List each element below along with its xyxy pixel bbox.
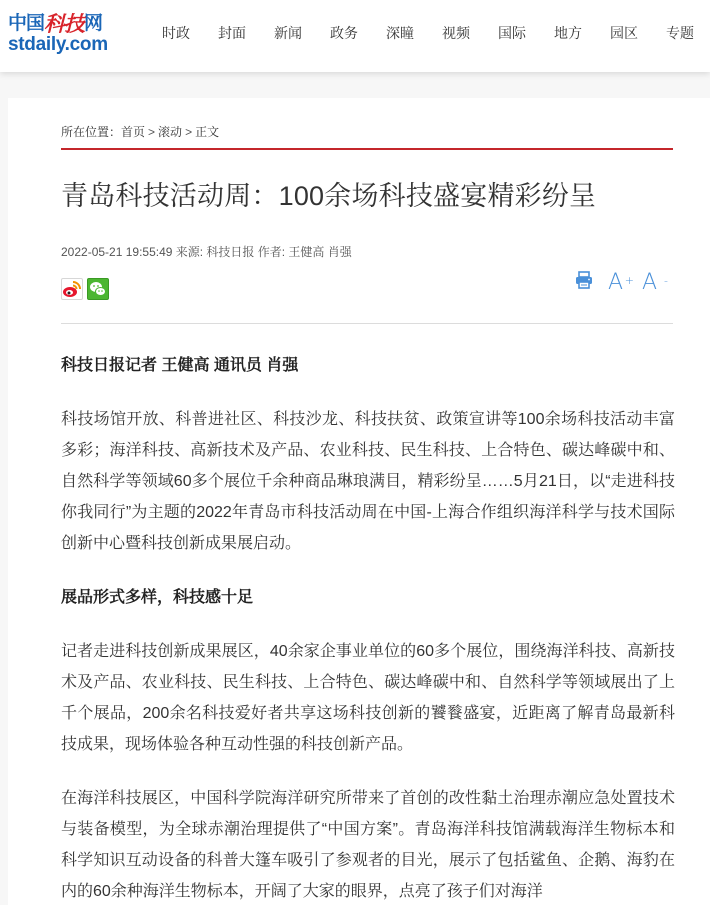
main-nav [162, 22, 710, 44]
site-logo[interactable] [8, 12, 128, 60]
breadcrumb [61, 124, 219, 140]
logo-cn-calligraphy: 科技 [44, 11, 85, 36]
article-card [8, 98, 710, 905]
font-decrease-label: A [642, 269, 658, 295]
breadcrumb-separator: > [185, 125, 193, 139]
site-header [0, 0, 710, 72]
article-tools [574, 269, 668, 295]
breadcrumb-label: 所在位置： [61, 125, 122, 139]
nav-item-xinwen[interactable]: 新闻 [274, 25, 302, 41]
nav-item-guoji[interactable]: 国际 [498, 25, 526, 41]
wechat-icon[interactable] [87, 278, 109, 300]
breadcrumb-separator: > [148, 125, 156, 139]
breadcrumb-home[interactable]: 首页 [121, 125, 146, 139]
article-meta: 2022-05-21 19:55:49 来源: 科技日报 作者: 王健高 肖强 [61, 245, 352, 259]
minus-icon: - [664, 273, 668, 287]
font-increase-button[interactable] [608, 269, 634, 295]
print-icon[interactable] [574, 270, 594, 295]
font-decrease-button[interactable] [642, 269, 668, 295]
nav-item-difang[interactable]: 地方 [554, 25, 582, 41]
nav-item-shizheng[interactable]: 时政 [162, 25, 190, 41]
article-byline: 科技日报记者 王健高 通讯员 肖强 [61, 357, 299, 374]
plus-icon: + [624, 273, 634, 287]
nav-item-yuanqu[interactable]: 园区 [610, 25, 638, 41]
article-paragraph: 记者走进科技创新成果展区，40余家企事业单位的60多个展位，围绕海洋科技、高新技术及产品、农业科技、民生科技、上合特色、碳达峰碳中和、自然科学等领域展出了上千个展品，200余名科技爱好者共享这场科技创新的饕餮盛宴，近距离了解青岛最新科技成果，现场体验各种互动性强的科技创新产品。 [61, 643, 675, 753]
article-title: 青岛科技活动周：100余场科技盛宴精彩纷呈 [61, 181, 597, 211]
meta-divider [61, 323, 673, 324]
font-increase-label: A [608, 269, 624, 295]
nav-item-zhengwu[interactable]: 政务 [330, 25, 358, 41]
article-paragraph: 科技场馆开放、科普进社区、科技沙龙、科技扶贫、政策宣讲等100余场科技活动丰富多彩；海洋科技、高新技术及产品、农业科技、民生科技、上合特色、碳达峰碳中和、自然科学等领域60多个展位千余种商品琳琅满目，精彩纷呈……5月21日，以“走进科技 你我同行”为主题的2022年青岛市科技活动周在中国-上海合作组织海洋科学与技术国际创新中心暨科技创新成果展启动。 [61, 411, 675, 552]
logo-domain: stdaily.com [8, 34, 108, 55]
nav-item-fengmian[interactable]: 封面 [218, 25, 246, 41]
nav-item-shipin[interactable]: 视频 [442, 25, 470, 41]
nav-item-shentong[interactable]: 深瞳 [386, 25, 414, 41]
nav-item-zhuanti[interactable]: 专题 [666, 25, 694, 41]
article-paragraph: 在海洋科技展区，中国科学院海洋研究所带来了首创的改性黏土治理赤潮应急处置技术与装备模型，为全球赤潮治理提供了“中国方案”。青岛海洋科技馆满载海洋生物标本和科学知识互动设备的科普大篷车吸引了参观者的目光，展示了包括鲨鱼、企鹅、海豹在内的60余种海洋生物标本，开阔了大家的眼界，点亮了孩子们对海洋 [61, 790, 675, 900]
share-buttons [61, 278, 109, 300]
breadcrumb-current: 正文 [195, 125, 220, 139]
logo-chinese [8, 12, 128, 36]
logo-cn-part2: 网 [84, 13, 103, 34]
article-body [61, 350, 675, 905]
breadcrumb-scroll[interactable]: 滚动 [158, 125, 183, 139]
breadcrumb-divider [61, 148, 673, 150]
logo-cn-part1: 中国 [8, 13, 45, 34]
article-subheading: 展品形式多样，科技感十足 [61, 589, 254, 606]
weibo-icon[interactable] [61, 278, 83, 300]
